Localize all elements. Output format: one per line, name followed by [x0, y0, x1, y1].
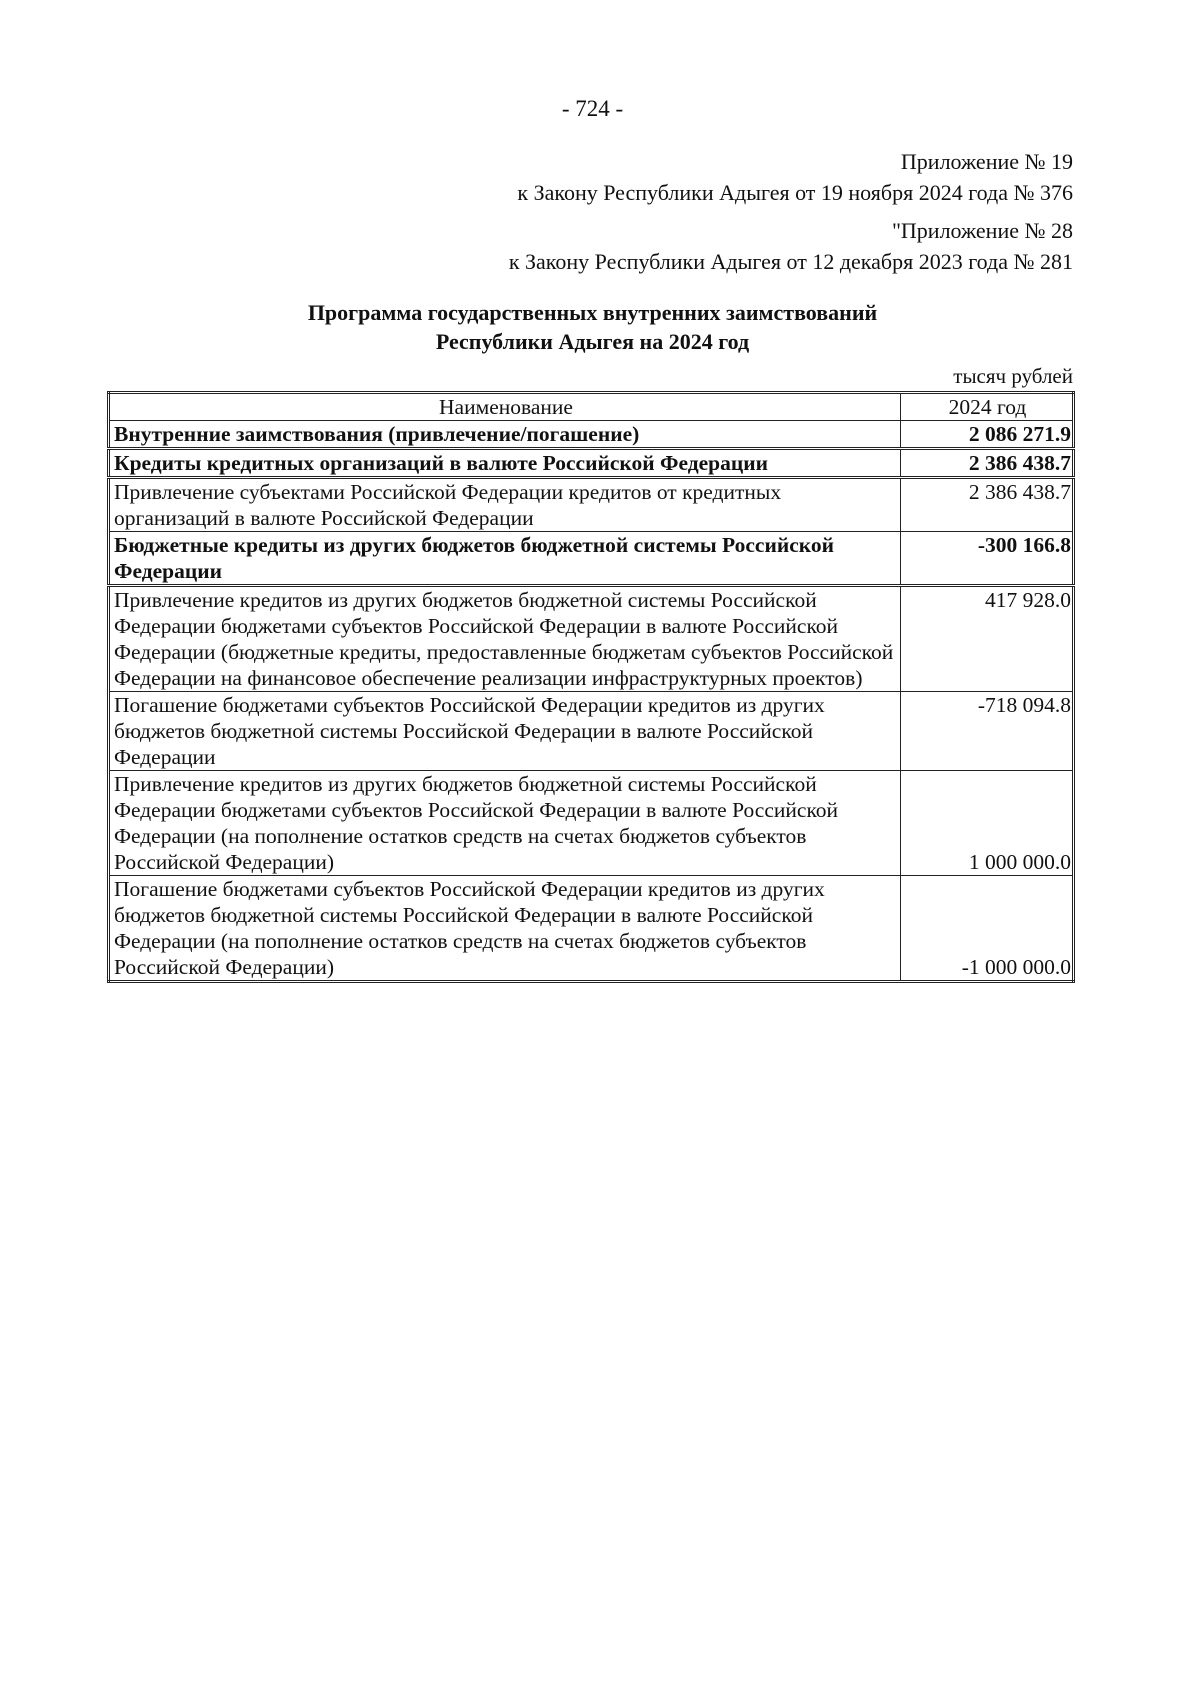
table-row [109, 692, 1074, 771]
units-label: тысяч рублей [953, 364, 1073, 388]
annex-original-law-reference: к Закону Республики Адыгея от 12 декабря 2023 года № 281 [508, 249, 1073, 274]
document-title [0, 298, 1185, 356]
row-value: -1 000 000.0 [901, 876, 1074, 982]
page-number: - 724 - [561, 96, 624, 121]
row-name: Кредиты кредитных организаций в валюте Российской Федерации [109, 449, 901, 478]
row-name: Привлечение кредитов из других бюджетов бюджетной системы Российской Федерации бюджетами субъектов Российской Федерации в валюте Российской Федерации (бюджетные кредиты, предоставленные бюджетам субъектов Российской Федерации на финансовое обеспечение реализации инфраструктурных проектов) [109, 586, 901, 692]
annex-current-heading [517, 146, 1073, 208]
borrowing-program-table-container [107, 391, 1075, 983]
row-value: -300 166.8 [901, 532, 1074, 586]
row-value: 2 086 271.9 [901, 421, 1074, 449]
document-title-line-1: Программа государственных внутренних заимствований [307, 300, 878, 325]
row-value: 417 928.0 [901, 586, 1074, 692]
table-row [109, 449, 1074, 478]
row-name: Погашение бюджетами субъектов Российской Федерации кредитов из других бюджетов бюджетной системы Российской Федерации в валюте Российской Федерации (на пополнение остатков средств на счетах бюджетов субъектов Российской Федерации) [109, 876, 901, 982]
row-value: -718 094.8 [901, 692, 1074, 771]
annex-current-law-reference: к Закону Республики Адыгея от 19 ноября 2024 года № 376 [517, 180, 1073, 205]
document-title-line-2: Республики Адыгея на 2024 год [435, 329, 750, 354]
row-name: Бюджетные кредиты из других бюджетов бюджетной системы Российской Федерации [109, 532, 901, 586]
table-row [109, 876, 1074, 982]
table-header-row [109, 393, 1074, 421]
row-name: Погашение бюджетами субъектов Российской Федерации кредитов из других бюджетов бюджетной системы Российской Федерации в валюте Российской Федерации [109, 692, 901, 771]
column-header-name: Наименование [109, 393, 901, 421]
row-value: 2 386 438.7 [901, 449, 1074, 478]
annex-original-heading [509, 215, 1073, 277]
row-name: Внутренние заимствования (привлечение/погашение) [109, 421, 901, 449]
row-name: Привлечение субъектами Российской Федерации кредитов от кредитных организаций в валюте Российской Федерации [109, 478, 901, 532]
table-row [109, 771, 1074, 876]
table-row [109, 421, 1074, 449]
table-row [109, 478, 1074, 532]
table-row [109, 586, 1074, 692]
row-name: Привлечение кредитов из других бюджетов бюджетной системы Российской Федерации бюджетами субъектов Российской Федерации в валюте Российской Федерации (на пополнение остатков средств на счетах бюджетов субъектов Российской Федерации) [109, 771, 901, 876]
annex-current-number: Приложение № 19 [900, 149, 1073, 174]
column-header-year: 2024 год [901, 393, 1074, 421]
table-row [109, 532, 1074, 586]
row-value: 1 000 000.0 [901, 771, 1074, 876]
annex-original-number: "Приложение № 28 [891, 218, 1073, 243]
row-value: 2 386 438.7 [901, 478, 1074, 532]
borrowing-program-table [107, 391, 1075, 983]
